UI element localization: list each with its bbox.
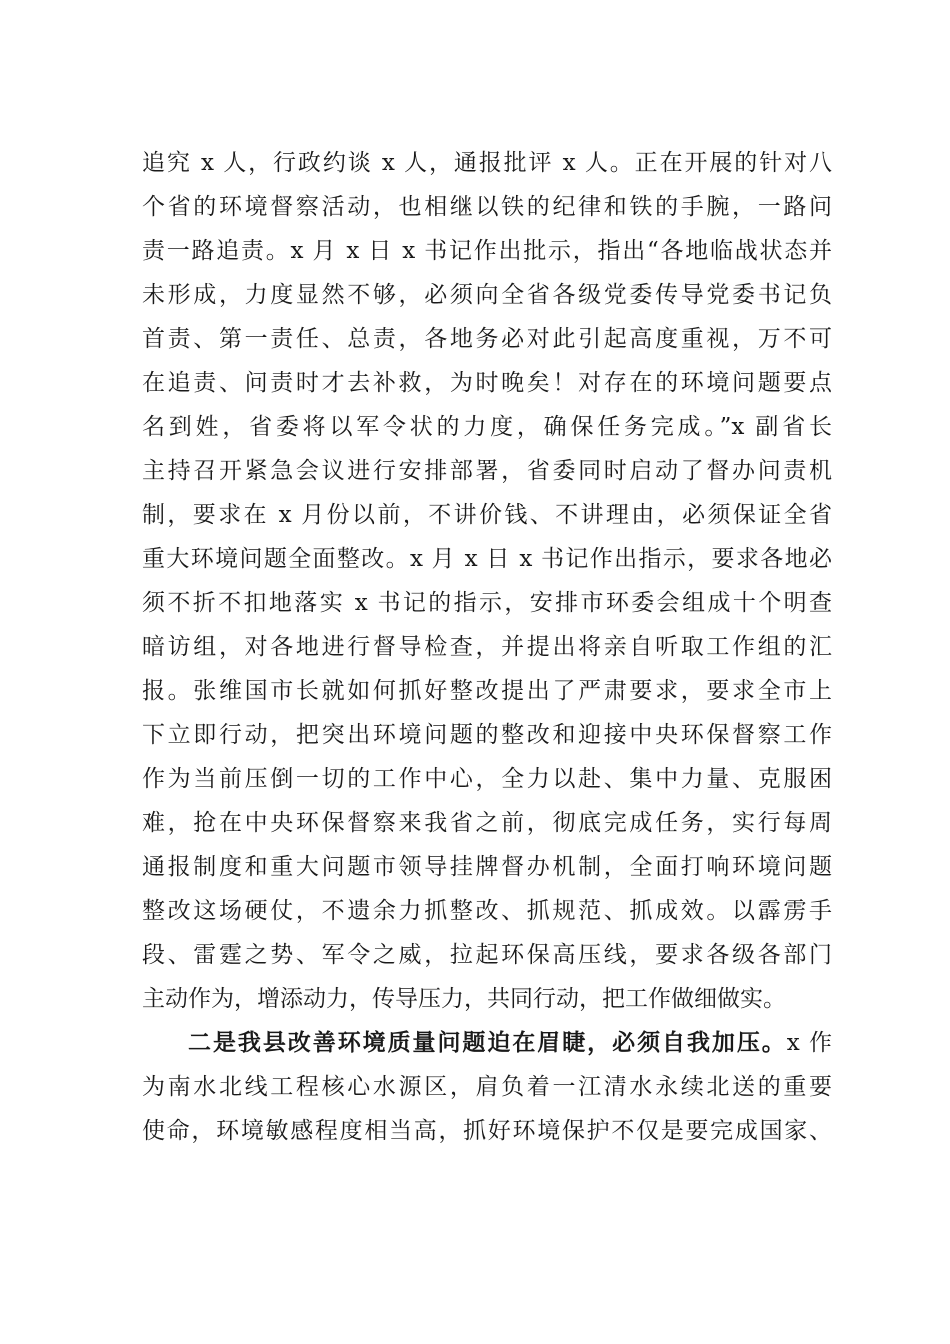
paragraph-2-line-3: 使命，环境敏感程度相当高，抓好环境保护不仅是要完成国家、 [142,1118,832,1144]
paragraph-1-line-5: 首责、第一责任、总责，各地务必对此引起高度重视，万不可 [142,326,832,352]
paragraph-2-line-2: 为南水北线工程核心水源区，肩负着一江清水永续北送的重要 [142,1074,832,1100]
paragraph-1-line-11: 须不折不扣地落实 x 书记的指示，安排市环委会组成十个明查 [142,590,832,616]
document-body [142,141,832,1153]
paragraph-1-line-20: 主动作为，增添动力，传导压力，共同行动，把工作做细做实。 [142,986,786,1012]
paragraph-1-line-1: 追究 x 人，行政约谈 x 人，通报批评 x 人。正在开展的针对八 [142,150,832,176]
paragraph-1-line-9: 制，要求在 x 月份以前，不讲价钱、不讲理由，必须保证全省 [142,502,832,528]
paragraph-1-line-3: 责一路追责。x 月 x 日 x 书记作出批示，指出“各地临战状态并 [142,238,832,264]
paragraph-2-line-1 [142,1021,832,1065]
paragraph-1-line-4: 未形成，力度显然不够，必须向全省各级党委传导党委书记负 [142,282,832,308]
paragraph-2-heading: 二是我县改善环境质量问题迫在眉睫，必须自我加压。 [188,1029,787,1056]
paragraph-1-line-16: 难，抢在中央环保督察来我省之前，彻底完成任务，实行每周 [142,810,832,836]
paragraph-1-line-6: 在追责、问责时才去补救，为时晚矣！对存在的环境问题要点 [142,370,832,396]
paragraph-1-line-14: 下立即行动，把突出环境问题的整改和迎接中央环保督察工作 [142,722,832,748]
paragraph-1-line-13: 报。张维国市长就如何抓好整改提出了严肃要求，要求全市上 [142,678,832,704]
paragraph-1-line-15: 作为当前压倒一切的工作中心，全力以赴、集中力量、克服困 [142,766,832,792]
paragraph-1-line-8: 主持召开紧急会议进行安排部署，省委同时启动了督办问责机 [142,458,832,484]
paragraph-1-line-18: 整改这场硬仗，不遗余力抓整改、抓规范、抓成效。以霹雳手 [142,898,832,924]
paragraph-1-line-7: 名到姓，省委将以军令状的力度，确保任务完成。”x 副省长 [142,414,832,440]
paragraph-1-line-17: 通报制度和重大问题市领导挂牌督办机制，全面打响环境问题 [142,854,832,880]
paragraph-1-line-2: 个省的环境督察活动，也相继以铁的纪律和铁的手腕，一路问 [142,194,832,220]
paragraph-1-line-10: 重大环境问题全面整改。x 月 x 日 x 书记作出指示，要求各地必 [142,546,833,572]
paragraph-1-line-19: 段、雷霆之势、军令之威，拉起环保高压线，要求各级各部门 [142,942,832,968]
paragraph-1-line-12: 暗访组，对各地进行督导检查，并提出将亲自听取工作组的汇 [142,634,832,660]
paragraph-2-first-line-rest: x 作 [786,1030,832,1056]
